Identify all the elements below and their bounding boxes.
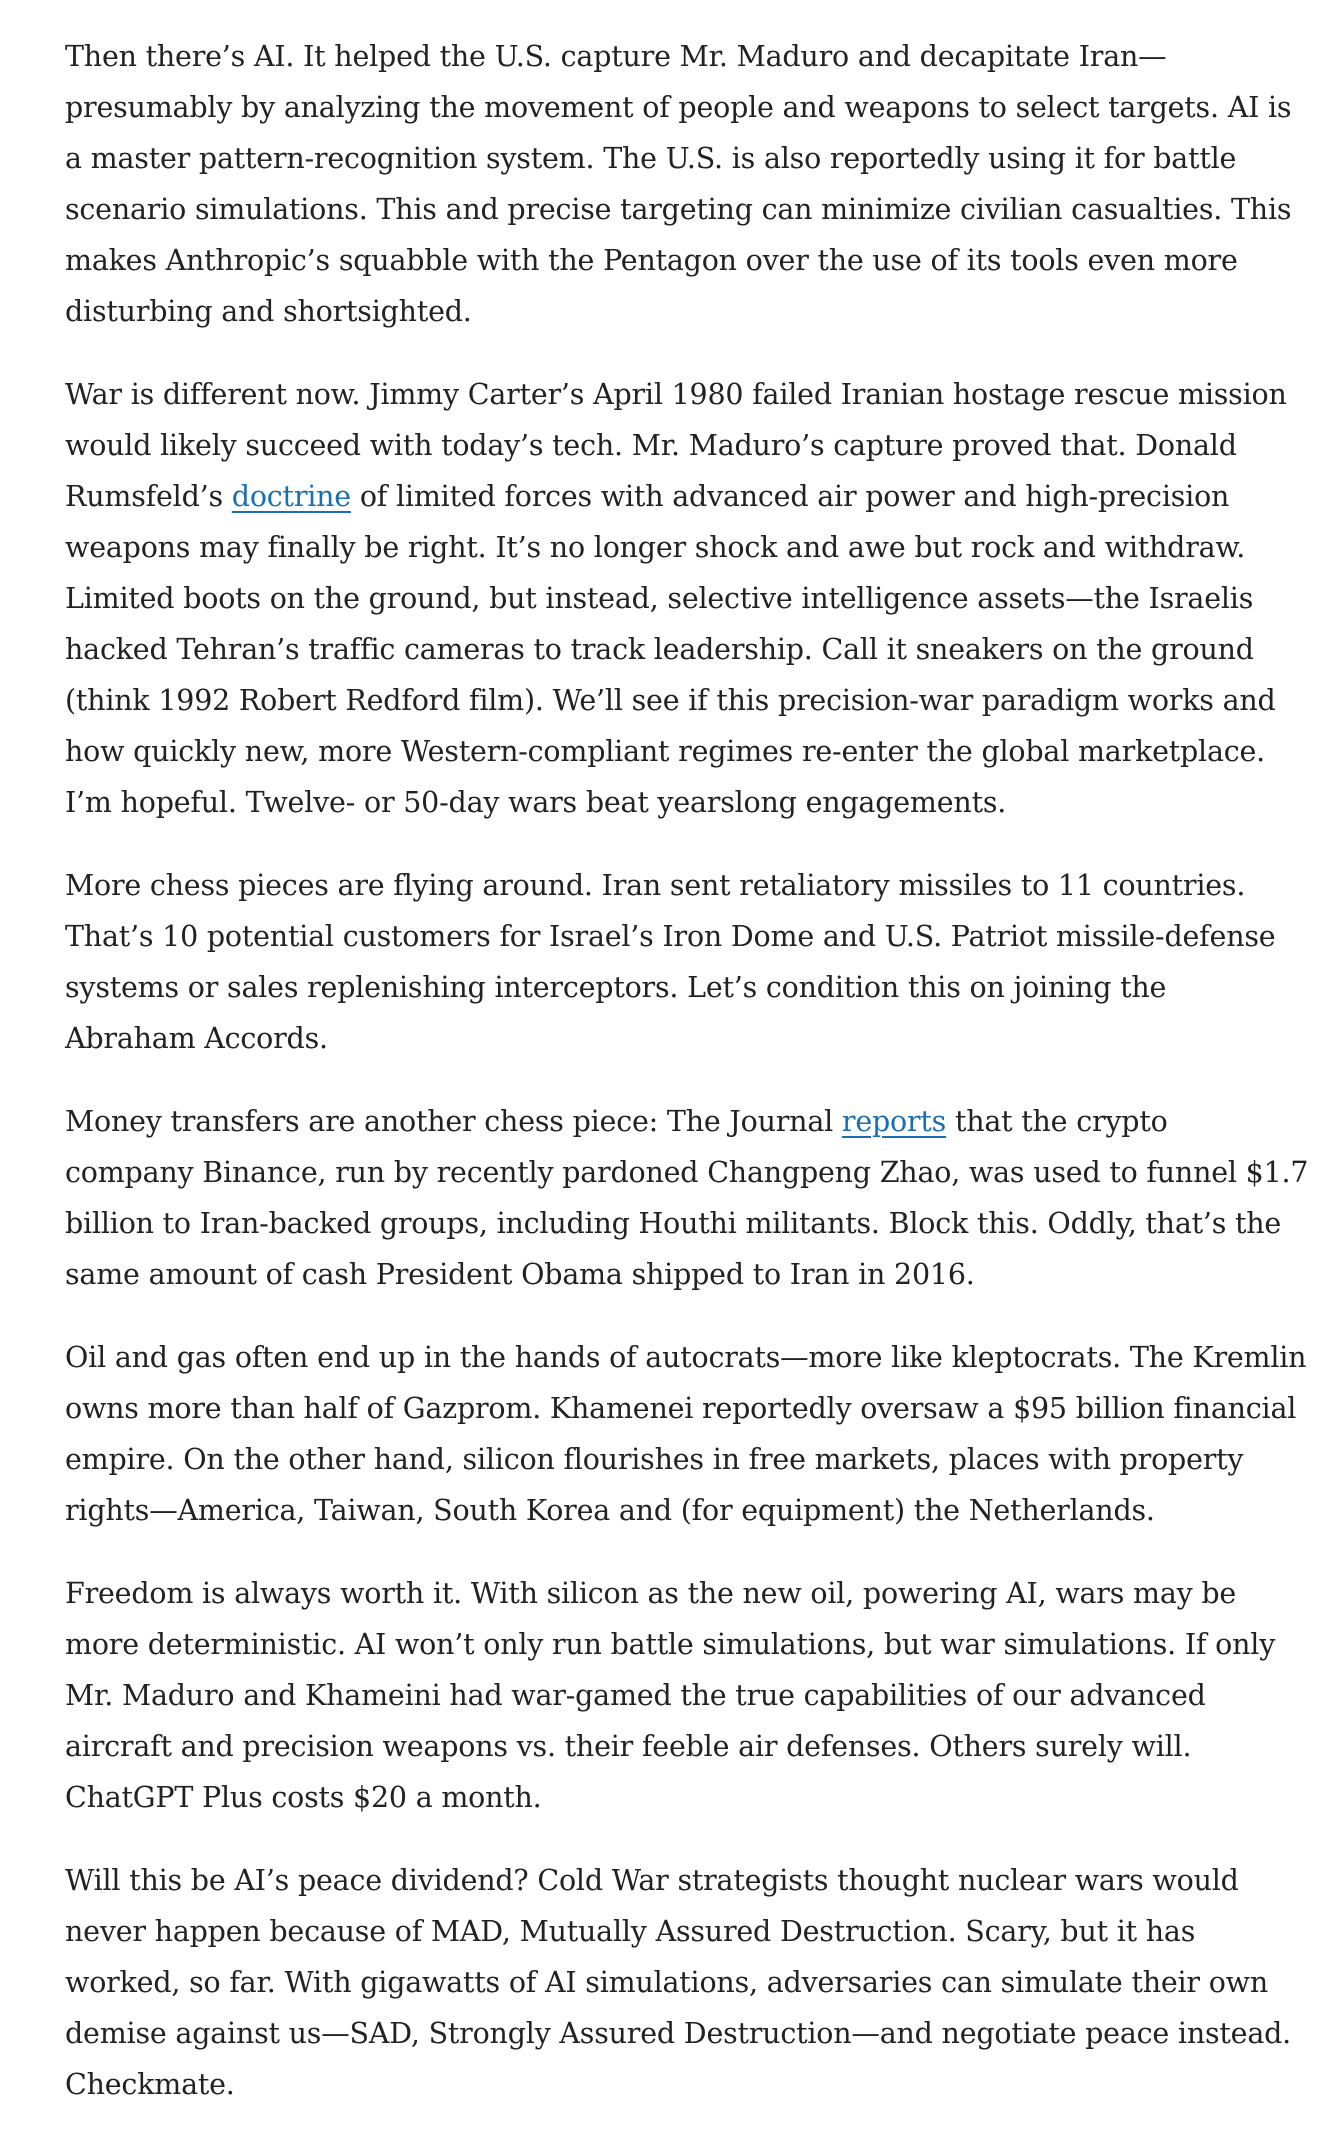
text-line: Checkmate. (65, 2068, 235, 2101)
text-line: never happen because of MAD, Mutually Assured Destruction. Scary, but it has (65, 1915, 1196, 1948)
text-line: More chess pieces are flying around. Iran sent retaliatory missiles to 11 countries. (65, 869, 1246, 902)
text-line: ChatGPT Plus costs $20 a month. (65, 1781, 542, 1814)
text-line: War is different now. Jimmy Carter’s April 1980 failed Iranian hostage rescue mission (65, 378, 1287, 411)
paragraph-money-transfers (65, 1096, 1315, 1300)
text-line: aircraft and precision weapons vs. their feeble air defenses. Others surely will. (65, 1730, 1192, 1763)
text-segment: that the crypto (946, 1105, 1168, 1138)
text-line: presumably by analyzing the movement of people and weapons to select targets. AI is (65, 91, 1292, 124)
text-line: same amount of cash President Obama shipped to Iran in 2016. (65, 1258, 975, 1291)
paragraph-ai (65, 31, 1315, 337)
text-line: (think 1992 Robert Redford film). We’ll see if this precision-war paradigm works and (65, 684, 1276, 717)
text-line: Abraham Accords. (65, 1022, 328, 1055)
text-line: Mr. Maduro and Khameini had war-gamed the true capabilities of our advanced (65, 1679, 1206, 1712)
text-line: billion to Iran-backed groups, including Houthi militants. Block this. Oddly, that’s the (65, 1207, 1282, 1240)
text-line: how quickly new, more Western-compliant regimes re-enter the global marketplace. (65, 735, 1266, 768)
article-body (65, 31, 1315, 2142)
text-line: rights—America, Taiwan, South Korea and (for equipment) the Netherlands. (65, 1494, 1155, 1527)
text-line: makes Anthropic’s squabble with the Pentagon over the use of its tools even more (65, 244, 1238, 277)
text-line: Then there’s AI. It helped the U.S. capture Mr. Maduro and decapitate Iran— (65, 40, 1167, 73)
paragraph-freedom (65, 1568, 1315, 1823)
text-line: demise against us—SAD, Strongly Assured Destruction—and negotiate peace instead. (65, 2017, 1292, 2050)
text-line-with-link (65, 471, 1315, 522)
text-line: a master pattern-recognition system. The U.S. is also reportedly using it for battle (65, 142, 1237, 175)
text-line: Oil and gas often end up in the hands of autocrats—more like kleptocrats. The Kremlin (65, 1341, 1307, 1374)
text-line: worked, so far. With gigawatts of AI simulations, adversaries can simulate their own (65, 1966, 1269, 1999)
text-line: Limited boots on the ground, but instead, selective intelligence assets—the Israelis (65, 582, 1254, 615)
text-line: systems or sales replenishing interceptors. Let’s condition this on joining the (65, 971, 1167, 1004)
text-line: empire. On the other hand, silicon flourishes in free markets, places with property (65, 1443, 1244, 1476)
text-line: scenario simulations. This and precise targeting can minimize civilian casualties. This (65, 193, 1292, 226)
text-line-with-link (65, 1096, 1315, 1147)
text-line: Freedom is always worth it. With silicon as the new oil, powering AI, wars may be (65, 1577, 1237, 1610)
doctrine-link[interactable]: doctrine (231, 480, 351, 513)
text-segment: of limited forces with advanced air power and high-precision (350, 480, 1230, 513)
paragraph-chess-pieces (65, 860, 1315, 1064)
text-line: would likely succeed with today’s tech. Mr. Maduro’s capture proved that. Donald (65, 429, 1237, 462)
text-segment: Rumsfeld’s (65, 480, 232, 513)
text-line: Will this be AI’s peace dividend? Cold War strategists thought nuclear wars would (65, 1864, 1239, 1897)
reports-link[interactable]: reports (841, 1105, 947, 1138)
text-line: more deterministic. AI won’t only run battle simulations, but war simulations. If only (65, 1628, 1276, 1661)
text-line: weapons may finally be right. It’s no longer shock and awe but rock and withdraw. (65, 531, 1246, 564)
text-line: owns more than half of Gazprom. Khamenei reportedly oversaw a $95 billion financial (65, 1392, 1297, 1425)
text-line: company Binance, run by recently pardoned Changpeng Zhao, was used to funnel $1.7 (65, 1156, 1309, 1189)
paragraph-peace-dividend (65, 1855, 1315, 2110)
text-line: That’s 10 potential customers for Israel’s Iron Dome and U.S. Patriot missile-defense (65, 920, 1276, 953)
text-line: disturbing and shortsighted. (65, 295, 472, 328)
paragraph-oil-gas (65, 1332, 1315, 1536)
text-line: hacked Tehran’s traffic cameras to track leadership. Call it sneakers on the ground (65, 633, 1254, 666)
text-segment: Money transfers are another chess piece: The Journal (65, 1105, 842, 1138)
text-line: I’m hopeful. Twelve- or 50-day wars beat yearslong engagements. (65, 786, 1007, 819)
paragraph-war-different (65, 369, 1315, 828)
